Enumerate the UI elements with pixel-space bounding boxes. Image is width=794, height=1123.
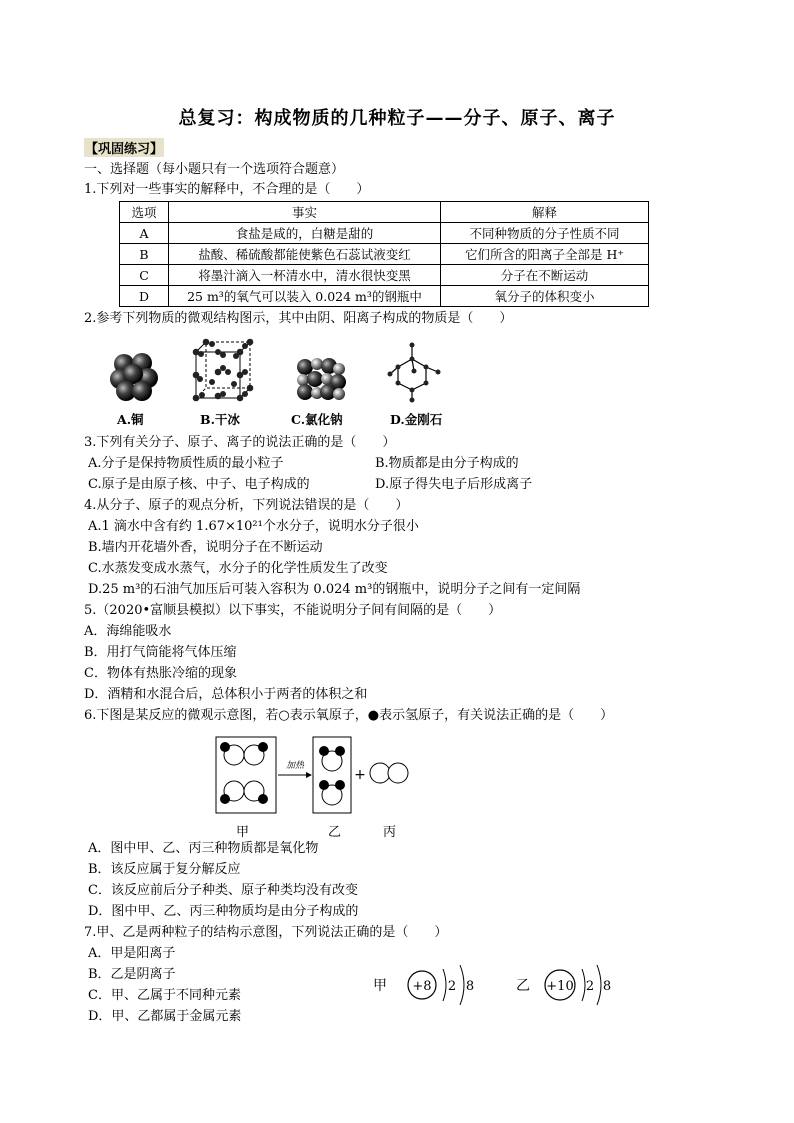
table-header-row: [120, 202, 649, 223]
q3-option-a: A.分子是保持物质性质的最小粒子: [88, 456, 284, 471]
q1-stem: 1.下列对一些事实的解释中，不合理的是（ ）: [84, 182, 370, 197]
nucleus-label-yi: +10: [546, 979, 574, 994]
table-cell: D: [120, 286, 169, 307]
structure-name-yi: 乙: [516, 978, 530, 994]
q4-option-d: D.25 m³的石油气加压后可装入容积为 0.024 m³的钢瓶中，说明分子之间有一定间隔: [88, 582, 581, 597]
table-cell: A: [120, 223, 169, 244]
table-cell: C: [120, 265, 169, 286]
table-cell: 它们所含的阳离子全部是 H⁺: [441, 244, 649, 265]
q4-stem: 4.从分子、原子的观点分析，下列说法错误的是（ ）: [84, 498, 409, 513]
q4-option-c: C.水蒸发变成水蒸气，水分子的化学性质发生了改变: [88, 561, 388, 576]
plus-sign: +: [354, 767, 366, 783]
q5-option-b: B．用打气筒能将气体压缩: [84, 645, 237, 660]
copper-structure-image: [108, 350, 160, 402]
q5-option-a: A．海绵能吸水: [84, 624, 172, 639]
q7-option-d: D．甲、乙都属于金属元素: [88, 1009, 242, 1024]
nucleus-label-jia: +8: [412, 979, 432, 994]
table-cell: 将墨汁滴入一杯清水中，清水很快变黑: [169, 265, 441, 286]
option-label-dry-ice: B.干冰: [200, 412, 240, 427]
table-row: [120, 223, 649, 244]
q6-option-a: A．图中甲、乙、丙三种物质都是氧化物: [88, 841, 319, 856]
table-cell: 分子在不断运动: [441, 265, 649, 286]
diamond-structure-image: [386, 340, 444, 404]
q5-option-c: C．物体有热胀冷缩的现象: [84, 666, 237, 681]
sodium-chloride-structure-image: [295, 355, 347, 403]
structure-name-jia: 甲: [373, 978, 387, 994]
option-label-diamond: D.金刚石: [390, 412, 443, 427]
q6-option-c: C．该反应前后分子种类、原子种类均没有改变: [88, 883, 358, 898]
table-cell: 25 m³的氧气可以装入 0.024 m³的钢瓶中: [169, 286, 441, 307]
q5-stem: 5.（2020•富顺县模拟）以下事实，不能说明分子间有间隔的是（ ）: [84, 603, 502, 618]
table-row: [120, 286, 649, 307]
q4-option-b: B.墙内开花墙外香，说明分子在不断运动: [88, 540, 323, 555]
q3-option-b: B.物质都是由分子构成的: [375, 456, 519, 471]
section-tag: 【巩固练习】: [84, 138, 164, 157]
table-cell: 氧分子的体积变小: [441, 286, 649, 307]
caption-bing: 丙: [383, 825, 397, 840]
table-cell: 食盐是咸的，白糖是甜的: [169, 223, 441, 244]
shell2-label-yi: 8: [602, 979, 612, 994]
q7-option-a: A．甲是阳离子: [88, 946, 176, 961]
q4-option-a: A.1 滴水中含有约 1.67×10²¹个水分子，说明水分子很小: [88, 519, 419, 534]
shell1-label-yi: 2: [585, 979, 595, 994]
reaction-diagram: [212, 735, 417, 815]
dry-ice-structure-image: [190, 338, 254, 404]
table-header-cell: 事实: [169, 202, 441, 223]
shell2-label-jia: 8: [465, 979, 475, 994]
table-row: [120, 244, 649, 265]
q7-stem: 7.甲、乙是两种粒子的结构示意图，下列说法正确的是（ ）: [84, 925, 448, 940]
q3-stem: 3.下列有关分子、原子、离子的说法正确的是（ ）: [84, 435, 396, 450]
shell1-label-jia: 2: [447, 979, 457, 994]
page-title: 总复习：构成物质的几种粒子——分子、原子、离子: [178, 108, 616, 129]
q6-option-b: B．该反应属于复分解反应: [88, 862, 241, 877]
table-header-cell: 解释: [441, 202, 649, 223]
caption-yi: 乙: [328, 825, 342, 840]
atom-structure-jia: [370, 960, 490, 1008]
q7-option-c: C．甲、乙属于不同种元素: [88, 988, 241, 1003]
caption-jia: 甲: [236, 825, 250, 840]
table-cell: B: [120, 244, 169, 265]
q5-option-d: D．酒精和水混合后，总体积小于两者的体积之和: [84, 687, 368, 702]
option-label-sodium-chloride: C.氯化钠: [291, 412, 343, 427]
arrow-label: 加热: [285, 761, 305, 771]
atom-structure-yi: [513, 960, 623, 1008]
table-cell: 不同种物质的分子性质不同: [441, 223, 649, 244]
q2-stem: 2.参考下列物质的微观结构图示，其中由阴、阳离子构成的物质是（ ）: [84, 311, 513, 326]
option-label-copper: A.铜: [117, 412, 144, 427]
q6-option-d: D．图中甲、乙、丙三种物质均是由分子构成的: [88, 904, 359, 919]
q6-stem: 6.下图是某反应的微观示意图，若○表示氧原子，●表示氢原子，有关说法正确的是（ ）: [84, 708, 614, 723]
table-header-cell: 选项: [120, 202, 169, 223]
q1-table: [119, 201, 649, 307]
part-heading: 一、选择题（每小题只有一个选项符合题意）: [84, 162, 345, 177]
q7-option-b: B．乙是阴离子: [88, 967, 176, 982]
table-row: [120, 265, 649, 286]
table-cell: 盐酸、稀硫酸都能使紫色石蕊试液变红: [169, 244, 441, 265]
q3-option-c: C.原子是由原子核、中子、电子构成的: [88, 477, 310, 492]
q3-option-d: D.原子得失电子后形成离子: [375, 477, 533, 492]
